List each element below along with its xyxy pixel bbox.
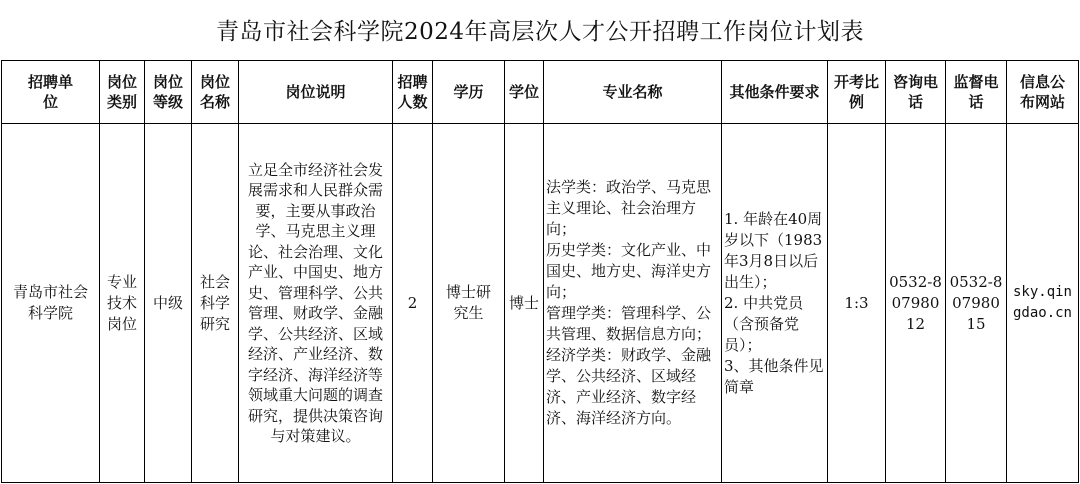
other-item-2: 2. 中共党员（含预备党员）； <box>724 293 804 354</box>
recruitment-table <box>1 60 1079 483</box>
cell-other <box>722 124 828 483</box>
header-website: 信息公布网站 <box>1007 61 1079 124</box>
table-row <box>2 124 1079 483</box>
header-degree: 学位 <box>505 61 544 124</box>
header-other: 其他条件要求 <box>722 61 828 124</box>
header-level: 岗位等级 <box>145 61 192 124</box>
major-history: 历史学类：文化产业、中国史、地方史、海洋史方向； <box>546 241 712 301</box>
header-description: 岗位说明 <box>239 61 393 124</box>
major-law: 法学类：政治学、马克思主义理论、社会治理方向； <box>546 178 712 238</box>
other-item-1: 1. 年龄在40周岁以下（1983年3月8日以后出生）； <box>724 209 823 291</box>
page-title: 青岛市社会科学院2024年高层次人才公开招聘工作岗位计划表 <box>215 19 865 45</box>
header-name: 岗位名称 <box>192 61 239 124</box>
header-count: 招聘人数 <box>393 61 433 124</box>
header-major: 专业名称 <box>544 61 722 124</box>
cell-ratio: 1:3 <box>828 124 886 483</box>
cell-category: 专业技术岗位 <box>100 124 145 483</box>
cell-major <box>544 124 722 483</box>
cell-supervise: 0532-80798015 <box>946 124 1007 483</box>
cell-name: 社会科学研究 <box>192 124 239 483</box>
header-education: 学历 <box>433 61 505 124</box>
cell-education: 博士研究生 <box>433 124 505 483</box>
cell-level: 中级 <box>145 124 192 483</box>
header-consult: 咨询电话 <box>886 61 946 124</box>
major-management: 管理学类：管理科学、公共管理、数据信息方向； <box>546 304 712 343</box>
cell-unit: 青岛市社会科学院 <box>2 124 100 483</box>
header-row <box>2 61 1079 124</box>
other-item-3: 3、其他条件见简章 <box>724 356 824 396</box>
cell-consult: 0532-80798012 <box>886 124 946 483</box>
cell-count: 2 <box>393 124 433 483</box>
cell-degree: 博士 <box>505 124 544 483</box>
cell-website[interactable]: sky.qingdao.cn <box>1007 124 1079 483</box>
header-ratio: 开考比例 <box>828 61 886 124</box>
header-unit: 招聘单位 <box>2 61 100 124</box>
cell-description: 立足全市经济社会发展需求和人民群众需要，主要从事政治学、马克思主义理论、社会治理、文化产业、中国史、地方史、管理科学、公共管理、财政学、金融学、公共经济、区域经济、产业经济、数字经济、海洋经济等领域重大问题的调查研究，提供决策咨询与对策建议。 <box>239 124 393 483</box>
major-economics: 经济学类：财政学、金融学、公共经济、区域经济、产业经济、数字经济、海洋经济方向。 <box>546 346 712 427</box>
header-supervise: 监督电话 <box>946 61 1007 124</box>
header-category: 岗位类别 <box>100 61 145 124</box>
